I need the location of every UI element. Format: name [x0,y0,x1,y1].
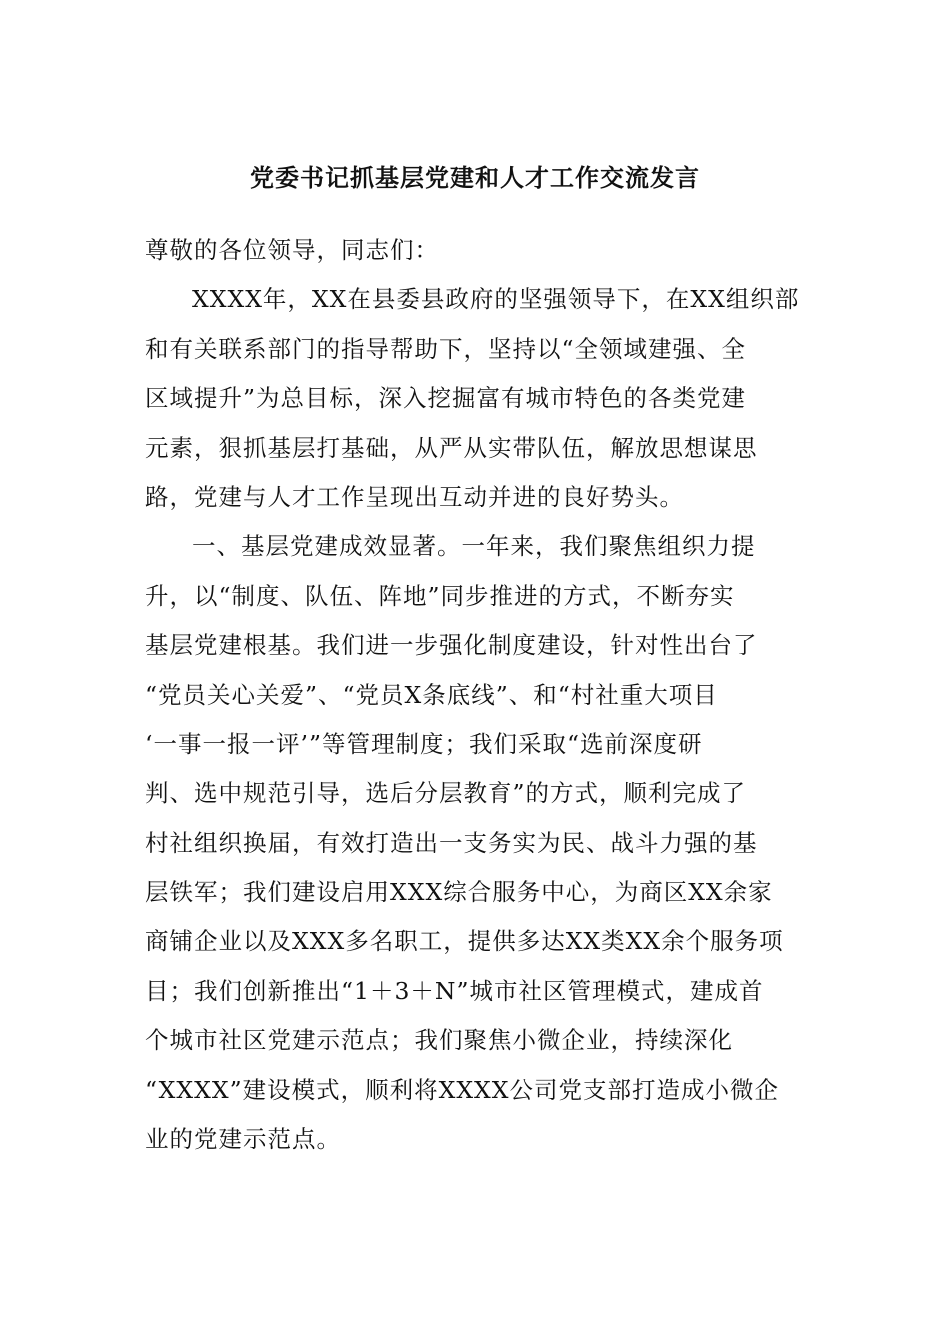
paragraph-1-line: XXXX年，XX在县委县政府的坚强领导下，在XX组织部 [192,285,800,314]
paragraph-2-line: “XXXX”建设模式，顺利将XXXX公司党支部打造成小微企 [145,1075,780,1104]
paragraph-1-line: 路，党建与人才工作呈现出互动并进的良好势头。 [145,482,684,511]
paragraph-1-line: 元素，狠抓基层打基础，从严从实带队伍，解放思想谋思 [145,433,758,462]
paragraph-2-line: 村社组织换届，有效打造出一支务实为民、战斗力强的基 [145,828,758,857]
greeting-line: 尊敬的各位领导，同志们： [145,236,439,264]
paragraph-2-line: 层铁军；我们建设启用XXX综合服务中心，为商区XX余家 [145,878,773,907]
paragraph-2-line: “党员关心关爱”、“党员X条底线”、和“村社重大项目 [145,680,718,709]
paragraph-2-line: ‘一事一报一评’”等管理制度；我们采取“选前深度研 [145,729,703,758]
paragraph-2-line: 升，以“制度、队伍、阵地”同步推进的方式，不断夯实 [145,581,735,610]
paragraph-2-line: 判、选中规范引导，选后分层教育”的方式，顺利完成了 [145,779,747,808]
paragraph-2-line: 个城市社区党建示范点；我们聚焦小微企业，持续深化 [145,1026,733,1055]
document-title: 党委书记抓基层党建和人才工作交流发言 [250,163,700,192]
paragraph-2-line: 业的党建示范点。 [145,1125,341,1154]
paragraph-2-line: 基层党建根基。我们进一步强化制度建设，针对性出台了 [145,631,758,660]
paragraph-1-line: 和有关联系部门的指导帮助下，坚持以“全领域建强、全 [145,334,747,363]
paragraph-2-line: 商铺企业以及XXX多名职工，提供多达XX类XX余个服务项 [145,927,784,956]
paragraph-2-line: 目；我们创新推出“1＋3＋N”城市社区管理模式，建成首 [145,976,764,1005]
paragraph-2-line: 一、基层党建成效显著。一年来，我们聚焦组织力提 [192,532,756,561]
paragraph-1-line: 区域提升”为总目标，深入挖掘富有城市特色的各类党建 [145,384,747,413]
document-body [145,226,805,1164]
